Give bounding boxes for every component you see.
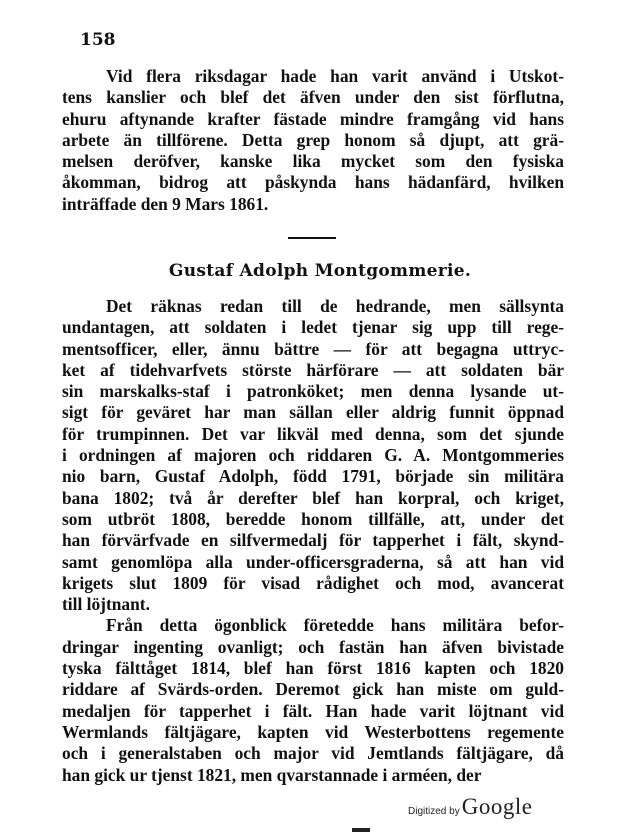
text-line: riddare af Svärds-orden. Deremot gick han miste om guld- (62, 679, 564, 700)
digitized-label: Digitized by (408, 806, 460, 817)
text-line: sigt för geväret har man sällan eller aldrig funnit öppnad (62, 402, 564, 423)
text-line: arbete än tillförene. Detta grep honom så djupt, att grä- (62, 129, 564, 150)
text-line: ket af tidehvarfvets störste härförare — att soldaten bär (62, 359, 564, 380)
google-logo: Google (461, 794, 533, 819)
text-line: Wermlands fältjägare, kapten vid Westerbottens regemente (62, 721, 564, 742)
text-line: tyska fälttåget 1814, blef han först 1816 kapten och 1820 (62, 658, 564, 679)
text-line: samt genomlöpa alla under-officersgraderna, så att han vid (62, 551, 564, 572)
text-line: dringar ingenting ovanligt; och fastän han äfven bivistade (62, 636, 564, 657)
text-line: krigets slut 1809 för visad rådighet och mod, avancerat (62, 572, 564, 593)
digitized-watermark (408, 794, 532, 820)
bottom-mark (352, 828, 370, 832)
text-line: för trumpinnen. Det var likväl med denna, som det sjunde (62, 423, 564, 444)
section-divider (288, 237, 336, 239)
text-line: Det räknas redan till de hedrande, men sällsynta (106, 296, 564, 316)
text-line: inträffade den 9 Mars 1861. (62, 193, 269, 214)
text-line: ehuru aftynande krafter fästade mindre framgång vid hans (62, 108, 564, 129)
text-line: sin marskalks-staf i patronköket; men denna lysande ut- (62, 381, 564, 402)
text-line: och i generalstaben och major vid Jemtlands fältjägare, då (62, 743, 564, 764)
page-number: 158 (80, 30, 116, 50)
text-line: mentsofficer, eller, ännu bättre — för att begagna uttryc- (62, 338, 564, 359)
text-line: han förvärfvade en silfvermedalj för tapperhet i fält, skynd- (62, 530, 564, 551)
text-line: åkomman, bidrog att påskynda hans hädanfärd, hvilken (62, 172, 564, 193)
text-line: melsen deröfver, kanske lika mycket som den fysiska (62, 151, 564, 172)
text-line: till löjtnant. (62, 594, 150, 615)
text-line: i ordningen af majoren och riddaren G. A. Montgommeries (62, 445, 564, 466)
text-line: tens kanslier och blef det äfven under den sist förflutna, (62, 87, 564, 108)
text-line: nio barn, Gustaf Adolph, född 1791, började sin militära (62, 466, 564, 487)
section-heading: Gustaf Adolph Montgommerie. (168, 261, 472, 281)
text-line: Vid flera riksdagar hade han varit använd i Utskot- (106, 66, 564, 86)
paragraph-previous-biography (62, 66, 564, 215)
text-line: som utbröt 1808, beredde honom tillfälle, att, under det (62, 508, 564, 529)
text-line: han gick ur tjenst 1821, men qvarstannade i arméen, der (62, 764, 482, 785)
text-line: medaljen för tapperhet i fält. Han hade varit löjtnant vid (62, 700, 564, 721)
text-line: bana 1802; två år derefter blef han korpral, och kriget, (62, 487, 564, 508)
biography-text (62, 296, 564, 786)
text-line: Från detta ögonblick företedde hans militära befor- (106, 615, 564, 636)
text-line: undantagen, att soldaten i ledet tjenar sig upp till rege- (62, 317, 564, 338)
